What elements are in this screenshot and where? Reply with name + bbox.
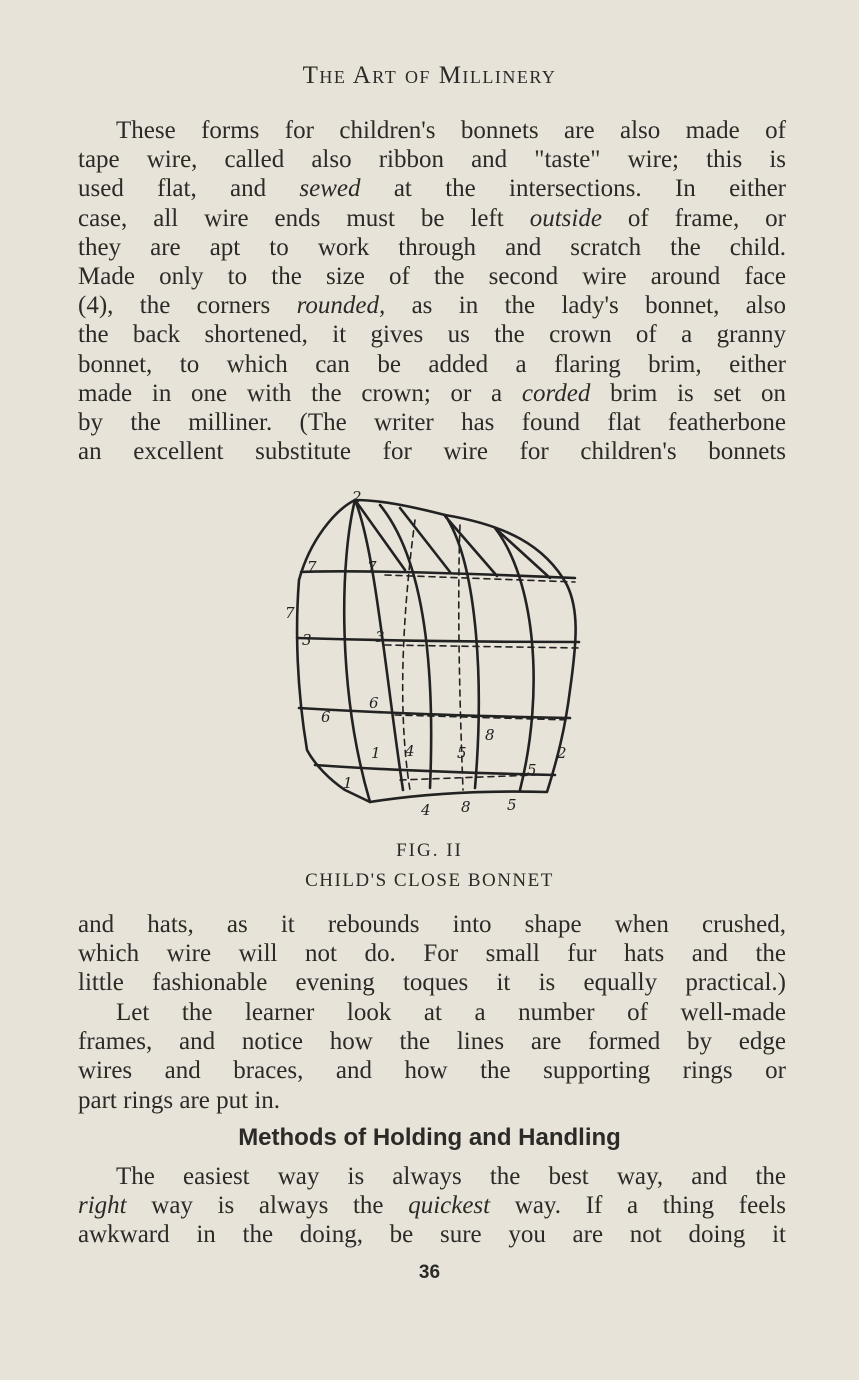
text-line: The easiest way is always the best way, and the	[116, 1163, 786, 1190]
figure-number: FIG. II	[396, 840, 463, 861]
figure-caption: CHILD'S CLOSE BONNET	[305, 870, 554, 891]
text-line: bonnet, to which can be added a flaring brim, either	[78, 350, 786, 378]
label-2b: 2	[557, 744, 567, 762]
ring-2	[297, 638, 579, 642]
paragraph-1	[78, 116, 786, 466]
text-line: used flat, and sewed at the intersections. In either	[78, 175, 786, 203]
label-1: 1	[343, 774, 353, 792]
label-8b: 8	[461, 798, 471, 816]
label-4b: 4	[421, 801, 431, 819]
label-7c: 7	[285, 604, 295, 622]
paragraph-3	[78, 998, 786, 1115]
running-head: The Art of Millinery	[302, 62, 557, 89]
text-line: which wire will not do. For small fur hats and the	[78, 940, 786, 968]
label-6b: 6	[369, 694, 379, 712]
text-line: These forms for children's bonnets are also made of	[116, 117, 786, 144]
brace-1	[344, 500, 370, 802]
label-5c: 5	[507, 796, 517, 814]
text-line: part rings are put in.	[78, 1086, 281, 1114]
paragraph-2	[78, 910, 786, 998]
text-line: wires and braces, and how the supporting rings or	[78, 1057, 786, 1085]
text-line: Made only to the size of the second wire around face	[78, 263, 786, 291]
text-line: made in one with the crown; or a corded brim is set on	[78, 379, 786, 407]
text-line: tape wire, called also ribbon and "taste" wire; this is	[78, 146, 786, 174]
text-line: awkward in the doing, be sure you are not doing it	[78, 1221, 786, 1249]
text-line: case, all wire ends must be left outside of frame, or	[78, 204, 786, 232]
text-line: they are apt to work through and scratch the child.	[78, 233, 786, 261]
text-line: frames, and notice how the lines are formed by edge	[78, 1028, 786, 1056]
label-2: 2	[352, 490, 362, 506]
label-6: 6	[321, 708, 331, 726]
text-line: (4), the corners rounded, as in the lady's bonnet, also	[78, 292, 787, 320]
section-heading: Methods of Holding and Handling	[238, 1124, 621, 1151]
label-8: 8	[485, 726, 495, 744]
bonnet-frame-diagram	[285, 490, 585, 820]
text-line: Let the learner look at a number of well-made	[116, 999, 786, 1026]
label-3: 3	[302, 631, 312, 649]
label-4: 4	[405, 742, 415, 760]
label-7b: 7	[367, 558, 377, 576]
paragraph-4	[78, 1162, 786, 1250]
label-7: 7	[307, 558, 317, 576]
brace-5	[495, 528, 534, 790]
label-5b: 5	[527, 761, 537, 779]
text-line: an excellent substitute for wire for children's bonnets	[78, 438, 786, 466]
label-1b: 1	[371, 744, 381, 762]
text-line: little fashionable evening toques it is equally practical.)	[78, 969, 786, 997]
label-3b: 3	[375, 628, 385, 646]
label-5: 5	[457, 744, 467, 762]
ring-1	[301, 571, 575, 578]
page-number: 36	[418, 1262, 441, 1283]
text-line: right way is always the quickest way. If a thing feels	[78, 1192, 786, 1220]
text-line: by the milliner. (The writer has found flat featherbone	[78, 409, 786, 437]
corner-brace-2	[400, 508, 450, 572]
text-line: the back shortened, it gives us the crown of a granny	[78, 321, 786, 349]
text-line: and hats, as it rebounds into shape when crushed,	[78, 911, 786, 938]
